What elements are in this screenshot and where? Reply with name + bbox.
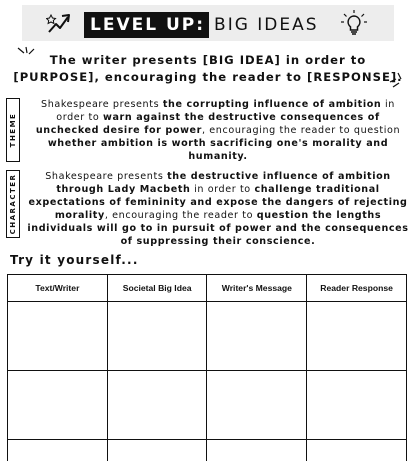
character-example <box>6 170 412 247</box>
title-highlight: LEVEL UP: <box>84 12 209 38</box>
table-cell[interactable] <box>107 371 207 440</box>
theme-label-box <box>6 98 20 162</box>
theme-paragraph <box>26 98 410 163</box>
character-text-1: Shakespeare presents <box>45 171 168 182</box>
table-cell[interactable] <box>207 302 307 371</box>
header-writers-message: Writer's Message <box>207 275 307 302</box>
table-cell[interactable] <box>107 440 207 461</box>
theme-text-1: Shakespeare presents <box>41 99 163 110</box>
character-text-2: in order to <box>190 184 255 195</box>
table-cell[interactable] <box>8 440 108 461</box>
table-cell[interactable] <box>107 302 207 371</box>
growth-arrow-icon <box>46 10 72 36</box>
table-cell[interactable] <box>8 371 108 440</box>
title-text: BIG IDEAS <box>214 15 319 35</box>
character-label: CHARACTER <box>9 173 17 235</box>
character-bold-2: challenge traditional expectations of femininity and expose the dangers of rejecting morality <box>28 184 408 221</box>
table-cell[interactable] <box>307 371 407 440</box>
header-societal-big-idea: Societal Big Idea <box>107 275 207 302</box>
theme-text-2: in order to <box>56 99 395 123</box>
lightbulb-icon <box>340 9 368 37</box>
try-it-heading: Try it yourself... <box>10 253 139 267</box>
sentence-formula <box>10 52 406 86</box>
character-bold-3: question the lengths individuals will go to in pursuit of power and the consequences of suppressing their conscience. <box>27 210 409 247</box>
formula-line-1: The writer presents [BIG IDEA] in order to <box>49 53 367 67</box>
character-label-box <box>6 170 20 238</box>
page-header <box>0 4 416 42</box>
table-cell[interactable] <box>8 302 108 371</box>
header-reader-response: Reader Response <box>307 275 407 302</box>
practice-table <box>7 274 407 461</box>
theme-text-3: , encouraging the reader to question <box>202 125 401 136</box>
theme-bold-3: whether ambition is worth sacrificing one's morality and humanity. <box>47 138 389 162</box>
table-row <box>8 440 407 461</box>
table-cell[interactable] <box>307 302 407 371</box>
theme-bold-2: warn against the destructive consequences of unchecked desire for power <box>35 112 380 136</box>
table-cell[interactable] <box>307 440 407 461</box>
table-row <box>8 302 407 371</box>
page-title <box>84 12 319 38</box>
table-cell[interactable] <box>207 371 307 440</box>
theme-label: THEME <box>9 112 17 148</box>
table-header-row <box>8 275 407 302</box>
character-text-3: , encouraging the reader to <box>104 210 257 221</box>
theme-bold-1: the corrupting influence of ambition <box>162 99 382 110</box>
table-cell[interactable] <box>207 440 307 461</box>
character-bold-1: the destructive influence of ambition through Lady Macbeth <box>56 171 391 195</box>
theme-example <box>6 98 412 162</box>
character-paragraph <box>26 170 410 248</box>
formula-line-2: [PURPOSE], encouraging the reader to [RESPONSE]. <box>13 70 403 84</box>
table-row <box>8 371 407 440</box>
header-text-writer: Text/Writer <box>8 275 108 302</box>
